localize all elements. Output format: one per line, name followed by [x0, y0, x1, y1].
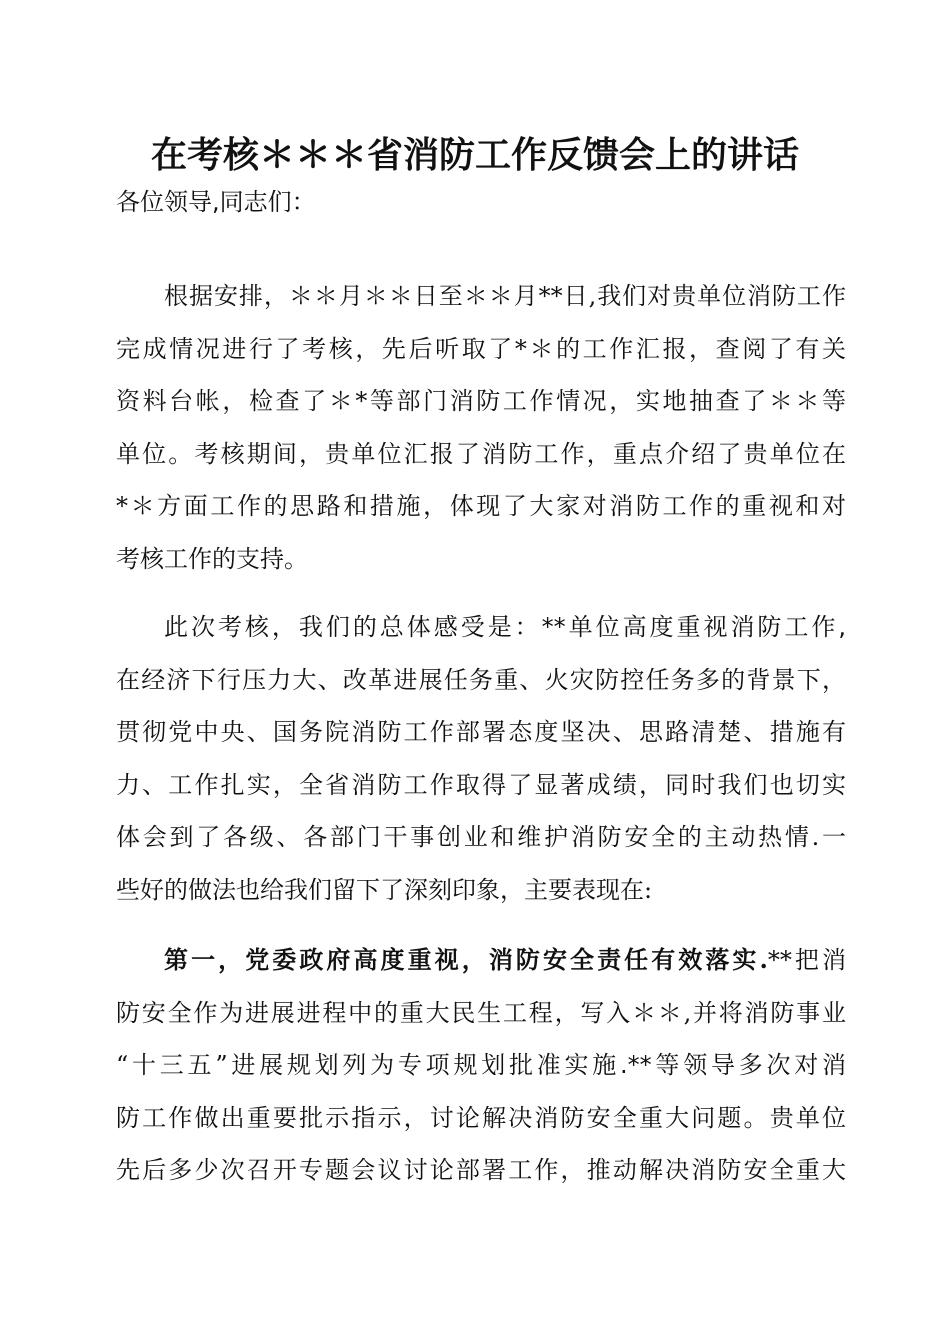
paragraph-line: 力、工作扎实，全省消防工作取得了显著成绩，同时我们也切实	[116, 770, 846, 799]
paragraph-1	[116, 270, 846, 585]
paragraph-line: 完成情况进行了考核，先后听取了*＊的工作汇报，查阅了有关	[116, 334, 846, 363]
paragraph-text: **单位高度重视消防工作,	[541, 613, 846, 641]
document-title: 在考核＊＊＊省消防工作反馈会上的讲话	[150, 134, 799, 176]
salutation: 各位领导,同志们：	[116, 188, 316, 216]
paragraph-3	[116, 934, 846, 1197]
paragraph-text: 体会到了各级、各部门干事创业和维护消防安全的主动热情	[116, 823, 812, 851]
paragraph-line	[116, 811, 846, 864]
paragraph-line: 先后多少次召开专题会议讨论部署工作，推动解决消防安全重大	[116, 1156, 846, 1184]
paragraph-line: 防安全作为进展进程中的重大民生工程，写入＊＊,并将消防事业	[116, 998, 846, 1027]
paragraph-text: 此次考核，我们的总体感受是：	[164, 613, 542, 641]
section-heading: 第一，党委政府高度重视，消防安全责任有效落实.	[164, 945, 768, 974]
paragraph-line: 考核工作的支持。	[116, 544, 308, 573]
paragraph-text: “十三五”进展规划列为专项规划批准实施	[116, 1051, 621, 1079]
paragraph-line: 在经济下行压力大、改革进展任务重、火灾防控任务多的背景下，	[116, 665, 846, 694]
paragraph-line: *＊方面工作的思路和措施，体现了大家对消防工作的重视和对	[116, 492, 846, 520]
paragraph-text: .**	[620, 1051, 652, 1079]
paragraph-text: **把消	[767, 946, 846, 974]
paragraph-text: 等领导多次对消	[651, 1051, 847, 1079]
paragraph-text: .一	[811, 823, 846, 851]
paragraph-line	[116, 601, 846, 654]
paragraph-line: 贯彻党中央、国务院消防工作部署态度坚决、思路清楚、措施有	[116, 718, 846, 746]
paragraph-line: 单位。考核期间，贵单位汇报了消防工作，重点介绍了贵单位在	[116, 439, 846, 468]
paragraph-line: 些好的做法也给我们留下了深刻印象，主要表现在:	[116, 875, 653, 904]
paragraph-line	[116, 934, 846, 987]
paragraph-line: 根据安排，＊＊月＊＊日至＊＊月**日,我们对贵单位消防工作	[164, 282, 846, 310]
paragraph-2	[116, 601, 846, 916]
paragraph-line	[116, 1039, 846, 1092]
paragraph-line: 防工作做出重要批示指示，讨论解决消防安全重大问题。贵单位	[116, 1103, 846, 1132]
paragraph-line: 资料台帐，检查了＊*等部门消防工作情况，实地抽查了＊＊等	[116, 387, 846, 415]
